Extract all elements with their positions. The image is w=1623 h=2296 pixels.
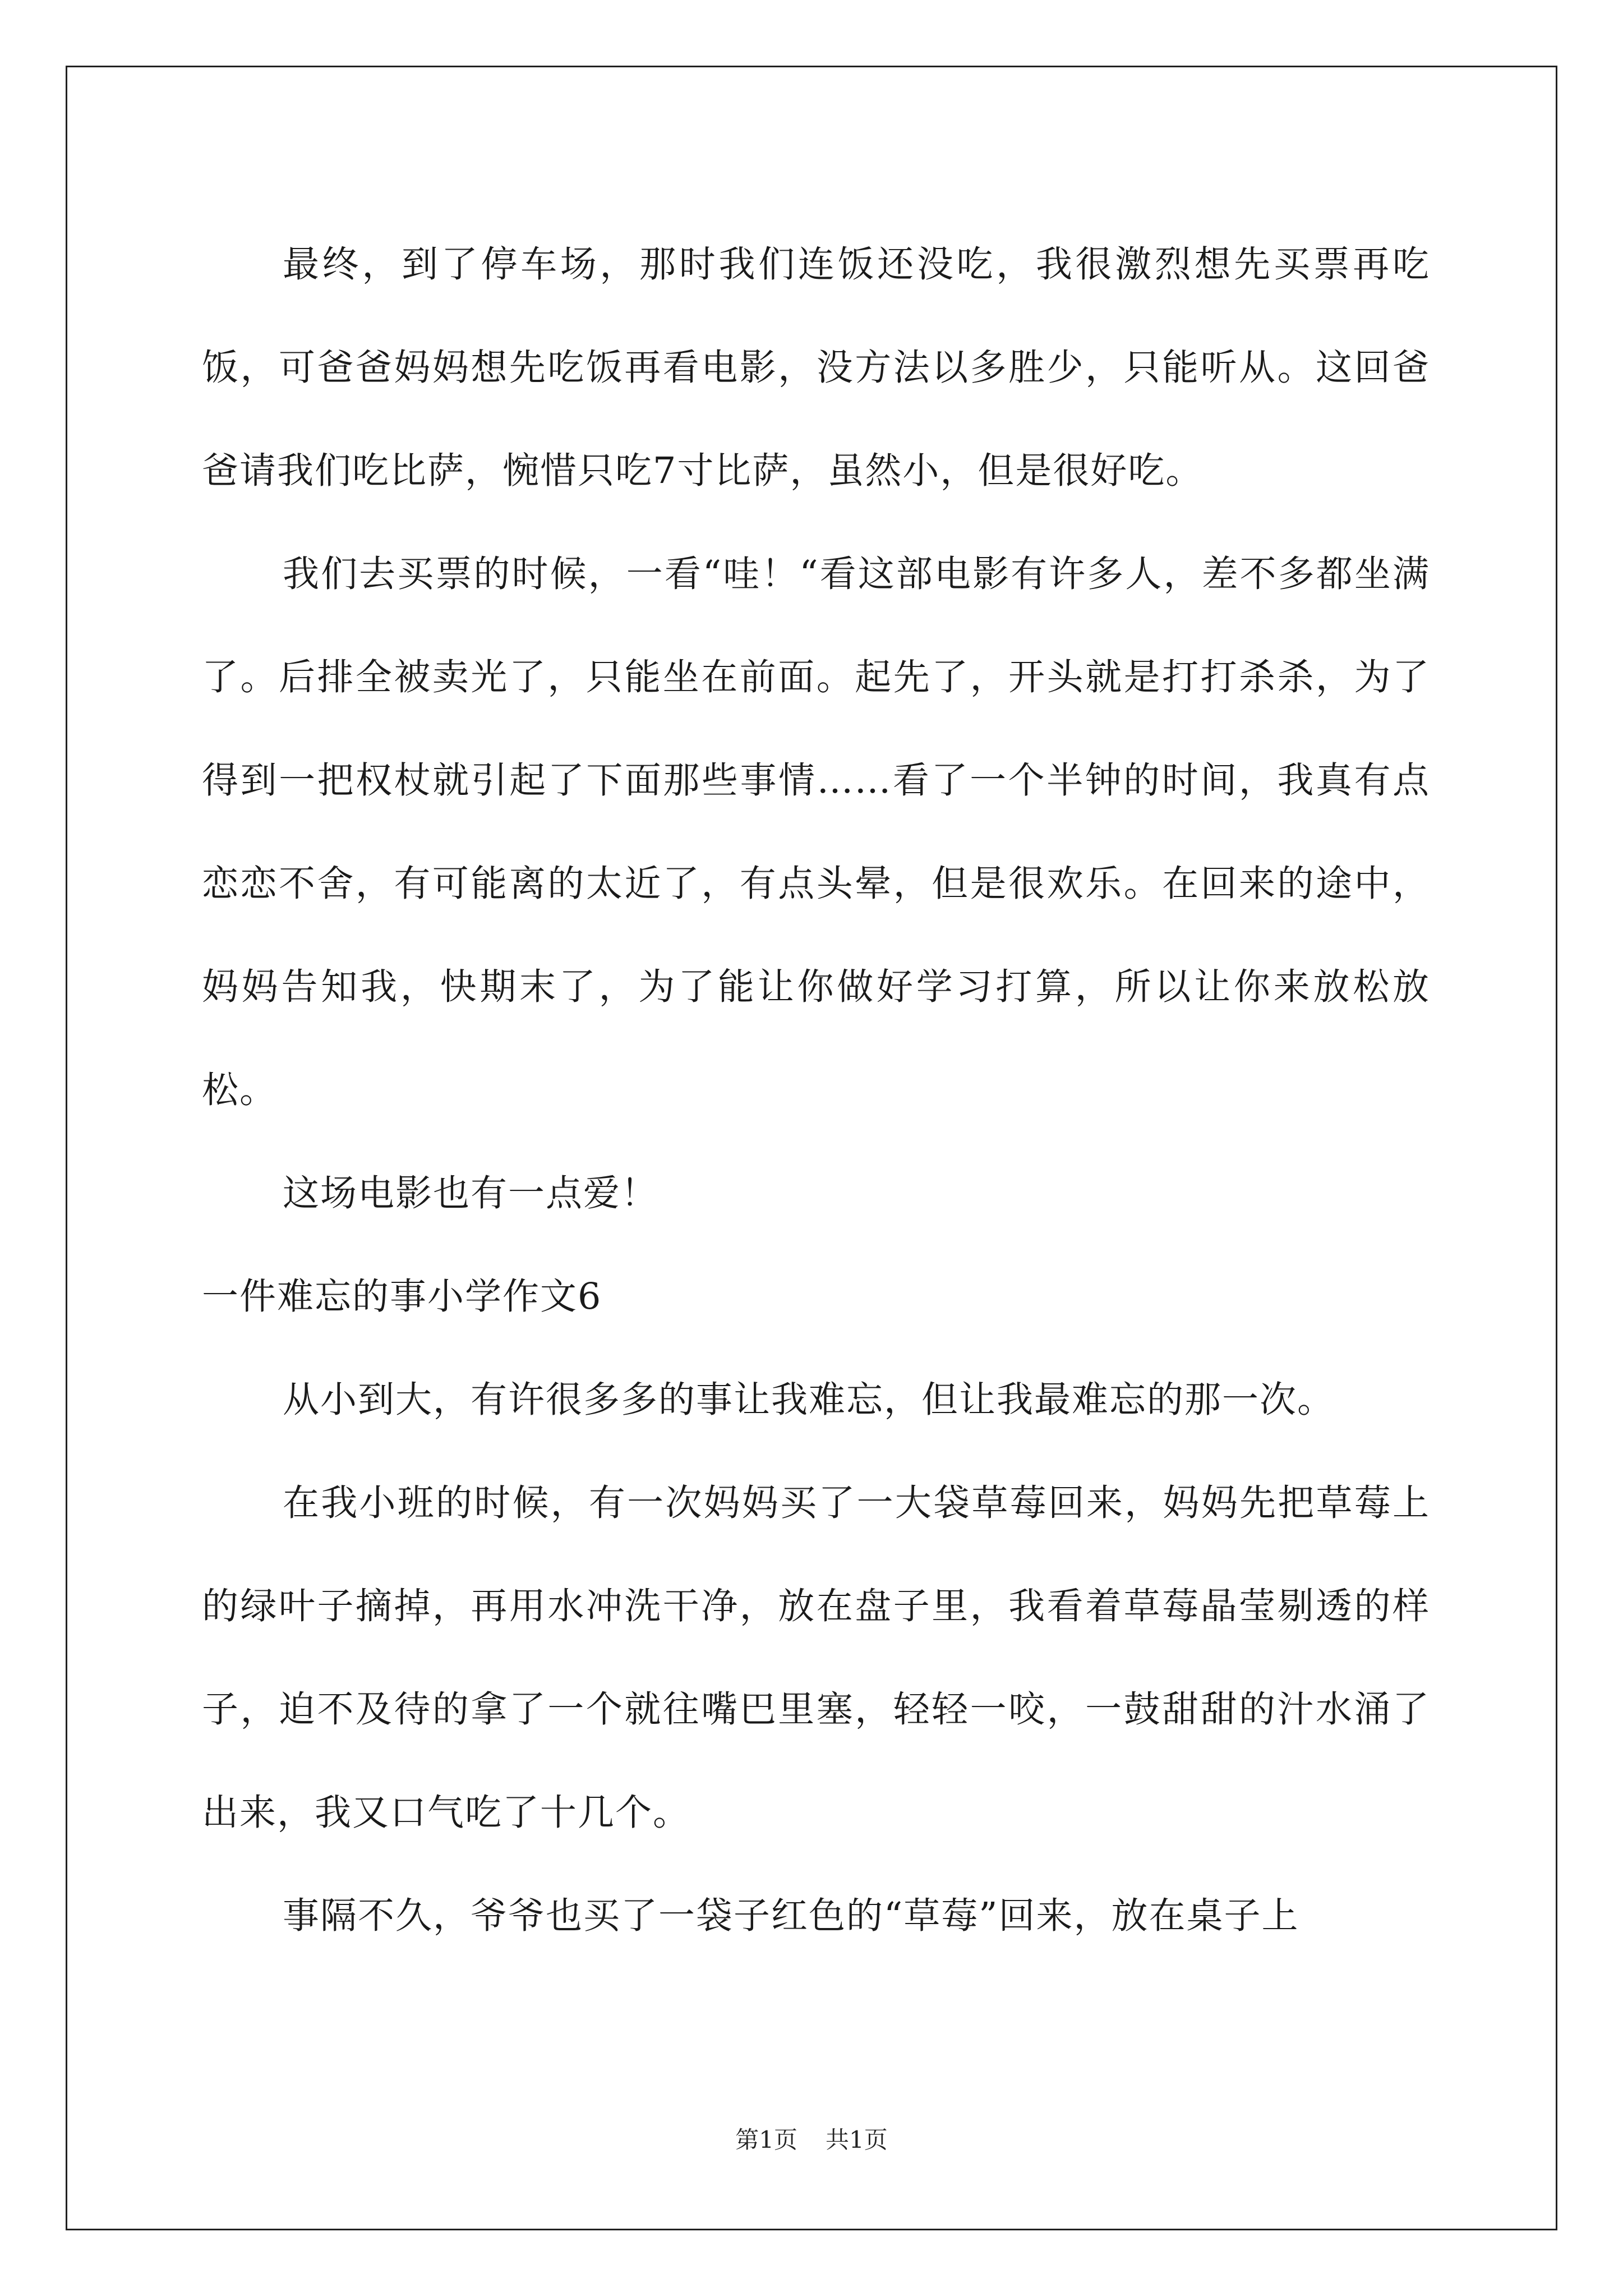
paragraph-5: 在我小班的时候，有一次妈妈买了一大袋草莓回来，妈妈先把草莓上的绿叶子摘掉，再用水冲洗干净，放在盘子里，我看着草莓晶莹剔透的样子，迫不及待的拿了一个就往嘴巴里塞，轻轻一咬，一鼓甜甜的汁水涌了出来，我又口气吃了十几个。	[202, 1482, 1430, 1834]
section-heading: 一件难忘的事小学作文6	[202, 1276, 602, 1318]
document-body	[202, 213, 1430, 1968]
paragraph-4: 从小到大，有许很多多的事让我难忘，但让我最难忘的那一次。	[283, 1379, 1335, 1421]
page-footer	[0, 2123, 1623, 2157]
paragraph-3: 这场电影也有一点爱！	[283, 1172, 659, 1214]
paragraph-6: 事隔不久，爷爷也买了一袋子红色的“草莓”回来，放在桌子上	[283, 1895, 1299, 1937]
page-number: 第1页	[735, 2126, 797, 2154]
paragraph-1: 最终，到了停车场，那时我们连饭还没吃，我很激烈想先买票再吃饭，可爸爸妈妈想先吃饭再看电影，没方法以多胜少，只能听从。这回爸爸请我们吃比萨，惋惜只吃7寸比萨，虽然小，但是很好吃。	[202, 243, 1430, 492]
page-total: 共1页	[826, 2126, 888, 2154]
paragraph-2: 我们去买票的时候，一看“哇！“看这部电影有许多人，差不多都坐满了。后排全被卖光了，只能坐在前面。起先了，开头就是打打杀杀，为了得到一把权杖就引起了下面那些事情……看了一个半钟的时间，我真有点恋恋不舍，有可能离的太近了，有点头晕，但是很欢乐。在回来的途中，妈妈告知我，快期末了，为了能让你做好学习打算，所以让你来放松放松。	[202, 553, 1430, 1111]
